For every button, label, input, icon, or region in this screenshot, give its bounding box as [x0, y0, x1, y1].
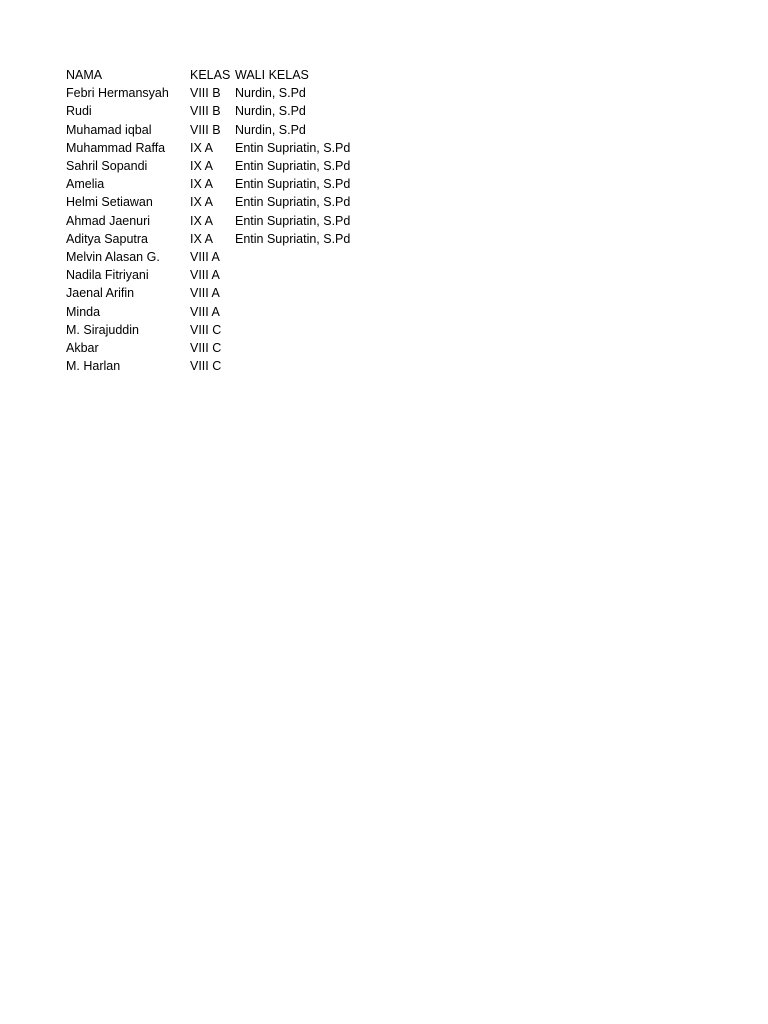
table-row	[66, 321, 375, 339]
cell-kelas: VIII A	[190, 268, 220, 283]
cell-kelas: VIII B	[190, 122, 221, 137]
header-wali-kelas: WALI KELAS	[235, 68, 309, 82]
cell-kelas: IX A	[190, 195, 213, 210]
cell-nama: Sahril Sopandi	[66, 159, 148, 174]
cell-kelas: IX A	[190, 177, 213, 192]
cell-nama: Aditya Saputra	[66, 231, 148, 246]
table-row	[66, 266, 375, 284]
cell-nama: Jaenal Arifin	[66, 286, 135, 301]
cell-nama: Muhammad Raffa	[66, 140, 166, 155]
cell-wali-kelas	[235, 284, 375, 302]
table-row	[66, 84, 375, 102]
cell-kelas: IX A	[190, 159, 213, 174]
cell-kelas: IX A	[190, 140, 213, 155]
cell-nama: Minda	[66, 304, 101, 319]
cell-kelas: VIII A	[190, 286, 220, 301]
cell-kelas: VIII B	[190, 86, 221, 101]
cell-kelas: VIII A	[190, 250, 220, 265]
cell-nama: Nadila Fitriyani	[66, 268, 149, 283]
cell-wali-kelas: Nurdin, S.Pd	[235, 122, 306, 137]
cell-nama: M. Sirajuddin	[66, 322, 139, 337]
table-row	[66, 339, 375, 357]
cell-kelas: VIII C	[190, 341, 222, 356]
cell-nama: M. Harlan	[66, 359, 121, 374]
table-row	[66, 303, 375, 321]
table-row	[66, 357, 375, 375]
cell-kelas: VIII A	[190, 304, 220, 319]
cell-nama: Febri Hermansyah	[66, 86, 169, 101]
cell-nama: Amelia	[66, 177, 105, 192]
cell-wali-kelas: Entin Supriatin, S.Pd	[235, 213, 351, 228]
cell-wali-kelas	[235, 266, 375, 284]
cell-wali-kelas	[235, 357, 375, 375]
cell-wali-kelas: Entin Supriatin, S.Pd	[235, 195, 351, 210]
cell-wali-kelas: Nurdin, S.Pd	[235, 104, 306, 119]
cell-wali-kelas: Entin Supriatin, S.Pd	[235, 140, 351, 155]
header-nama: NAMA	[66, 68, 103, 82]
cell-wali-kelas	[235, 339, 375, 357]
table-row	[66, 212, 375, 230]
cell-kelas: VIII B	[190, 104, 221, 119]
cell-nama: Rudi	[66, 104, 92, 119]
cell-wali-kelas: Entin Supriatin, S.Pd	[235, 231, 351, 246]
cell-wali-kelas: Entin Supriatin, S.Pd	[235, 177, 351, 192]
cell-kelas: VIII C	[190, 322, 222, 337]
cell-wali-kelas	[235, 321, 375, 339]
table-row	[66, 102, 375, 120]
table-row	[66, 248, 375, 266]
cell-kelas: VIII C	[190, 359, 222, 374]
table-row	[66, 284, 375, 302]
header-kelas: KELAS	[190, 68, 231, 82]
header-row	[66, 66, 375, 84]
table-row	[66, 193, 375, 211]
cell-nama: Akbar	[66, 341, 99, 356]
cell-nama: Melvin Alasan G.	[66, 250, 160, 265]
table-row	[66, 230, 375, 248]
table-row	[66, 157, 375, 175]
cell-kelas: IX A	[190, 231, 213, 246]
student-table	[66, 66, 375, 375]
cell-wali-kelas	[235, 303, 375, 321]
table-row	[66, 121, 375, 139]
cell-kelas: IX A	[190, 213, 213, 228]
cell-nama: Muhamad iqbal	[66, 122, 152, 137]
cell-wali-kelas: Entin Supriatin, S.Pd	[235, 159, 351, 174]
cell-wali-kelas: Nurdin, S.Pd	[235, 86, 306, 101]
cell-wali-kelas	[235, 248, 375, 266]
spreadsheet-page	[66, 66, 375, 375]
cell-nama: Ahmad Jaenuri	[66, 213, 151, 228]
table-row	[66, 139, 375, 157]
table-row	[66, 175, 375, 193]
cell-nama: Helmi Setiawan	[66, 195, 153, 210]
